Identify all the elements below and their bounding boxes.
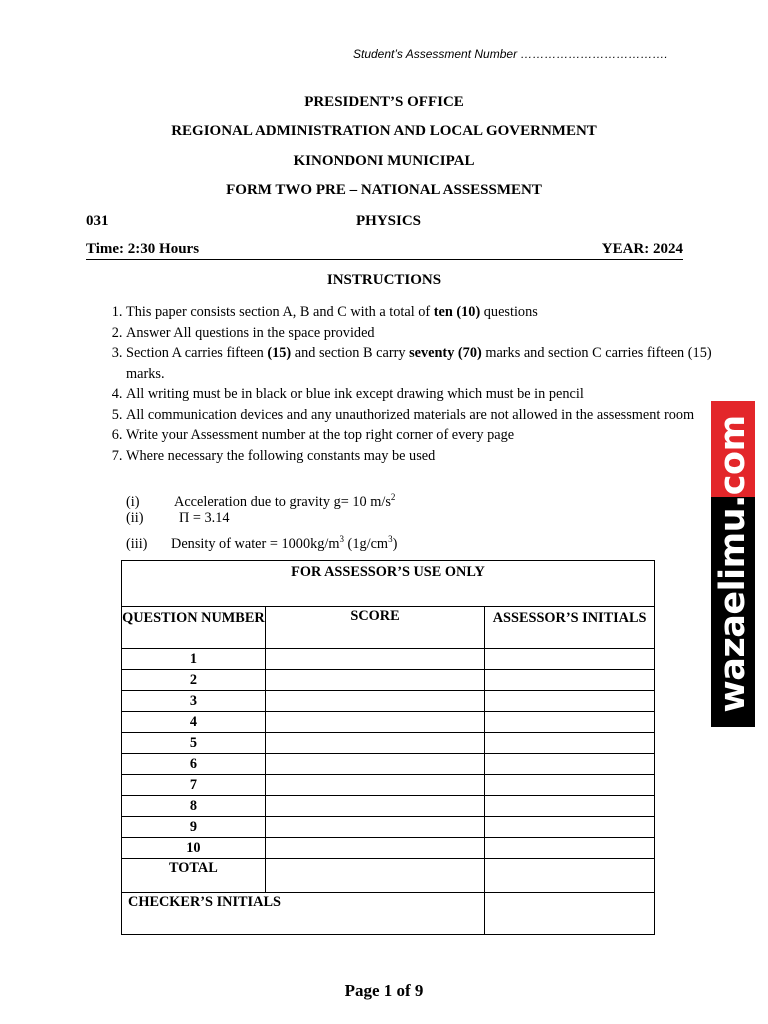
total-label: TOTAL [122, 859, 266, 893]
checker-initials-cell[interactable] [485, 893, 655, 935]
watermark-text: wazaelimu.com [713, 415, 753, 713]
score-cell[interactable] [265, 796, 484, 817]
time-year-line [86, 241, 683, 260]
score-cell[interactable] [265, 733, 484, 754]
initials-cell[interactable] [485, 775, 655, 796]
question-number: 10 [122, 838, 266, 859]
instructions-title: INSTRUCTIONS [326, 272, 442, 288]
checker-initials-label: CHECKER’S INITIALS [122, 893, 485, 935]
subject-name: PHYSICS [356, 213, 422, 229]
subject-line [86, 213, 683, 233]
instruction-2: 2. Answer All questions in the space provided [126, 323, 722, 344]
duration: Time: 2:30 Hours [86, 241, 200, 257]
score-cell[interactable] [265, 838, 484, 859]
question-number: 5 [122, 733, 266, 754]
assessor-table [121, 560, 655, 935]
watermark-logo [711, 401, 755, 727]
initials-cell[interactable] [485, 838, 655, 859]
constant-pi: (ii) Π = 3.14 [126, 510, 230, 526]
initials-cell[interactable] [485, 712, 655, 733]
question-number: 7 [122, 775, 266, 796]
question-number: 4 [122, 712, 266, 733]
col-question-number: QUESTION NUMBER [122, 607, 266, 649]
student-assessment-number: Student’s Assessment Number ………………………………. [353, 47, 668, 61]
question-number: 3 [122, 691, 266, 712]
instruction-7: 7. Where necessary the following constants may be used [126, 446, 722, 467]
score-cell[interactable] [265, 649, 484, 670]
header-line-2: REGIONAL ADMINISTRATION AND LOCAL GOVERNMENT [171, 123, 597, 139]
score-cell[interactable] [265, 775, 484, 796]
page-number: Page 1 of 9 [344, 981, 424, 1000]
initials-cell[interactable] [485, 817, 655, 838]
col-assessor-initials: ASSESSOR’S INITIALS [485, 607, 655, 649]
question-number: 2 [122, 670, 266, 691]
score-cell[interactable] [265, 754, 484, 775]
initials-cell[interactable] [485, 670, 655, 691]
score-cell[interactable] [265, 670, 484, 691]
total-initials-cell[interactable] [485, 859, 655, 893]
constant-density: (iii) Density of water = $1000kg/m^3$ $(1g/cm^3)$ [126, 534, 398, 552]
initials-cell[interactable] [485, 754, 655, 775]
instruction-5: 5. All communication devices and any unauthorized materials are not allowed in the assessment room [126, 405, 722, 426]
instruction-4: 4. All writing must be in black or blue ink except drawing which must be in pencil [126, 384, 722, 405]
initials-cell[interactable] [485, 796, 655, 817]
score-cell[interactable] [265, 691, 484, 712]
instructions-list [104, 302, 722, 466]
question-number: 6 [122, 754, 266, 775]
question-number: 8 [122, 796, 266, 817]
instruction-1: 1. This paper consists section A, B and C with a total of ten (10) questions [126, 302, 722, 323]
col-score: SCORE [265, 607, 484, 649]
instruction-3: 3. Section A carries fifteen (15) and section B carry seventy (70) marks and section C carries fifteen (15) marks. [126, 343, 722, 384]
subject-code: 031 [86, 213, 109, 229]
header-line-1: PRESIDENT’S OFFICE [304, 94, 464, 110]
score-cell[interactable] [265, 817, 484, 838]
header-line-3: KINONDONI MUNICIPAL [293, 153, 475, 169]
header-line-4: FORM TWO PRE – NATIONAL ASSESSMENT [226, 182, 542, 198]
year: YEAR: 2024 [601, 241, 683, 257]
total-score-cell[interactable] [265, 859, 484, 893]
question-number: 1 [122, 649, 266, 670]
assessor-table-title: FOR ASSESSOR’S USE ONLY [122, 561, 655, 607]
initials-cell[interactable] [485, 649, 655, 670]
initials-cell[interactable] [485, 691, 655, 712]
instruction-6: 6. Write your Assessment number at the top right corner of every page [126, 425, 722, 446]
score-cell[interactable] [265, 712, 484, 733]
constant-gravity: (i) Acceleration due to gravity g= 10 $m/s^2$ [126, 492, 396, 510]
initials-cell[interactable] [485, 733, 655, 754]
question-number: 9 [122, 817, 266, 838]
